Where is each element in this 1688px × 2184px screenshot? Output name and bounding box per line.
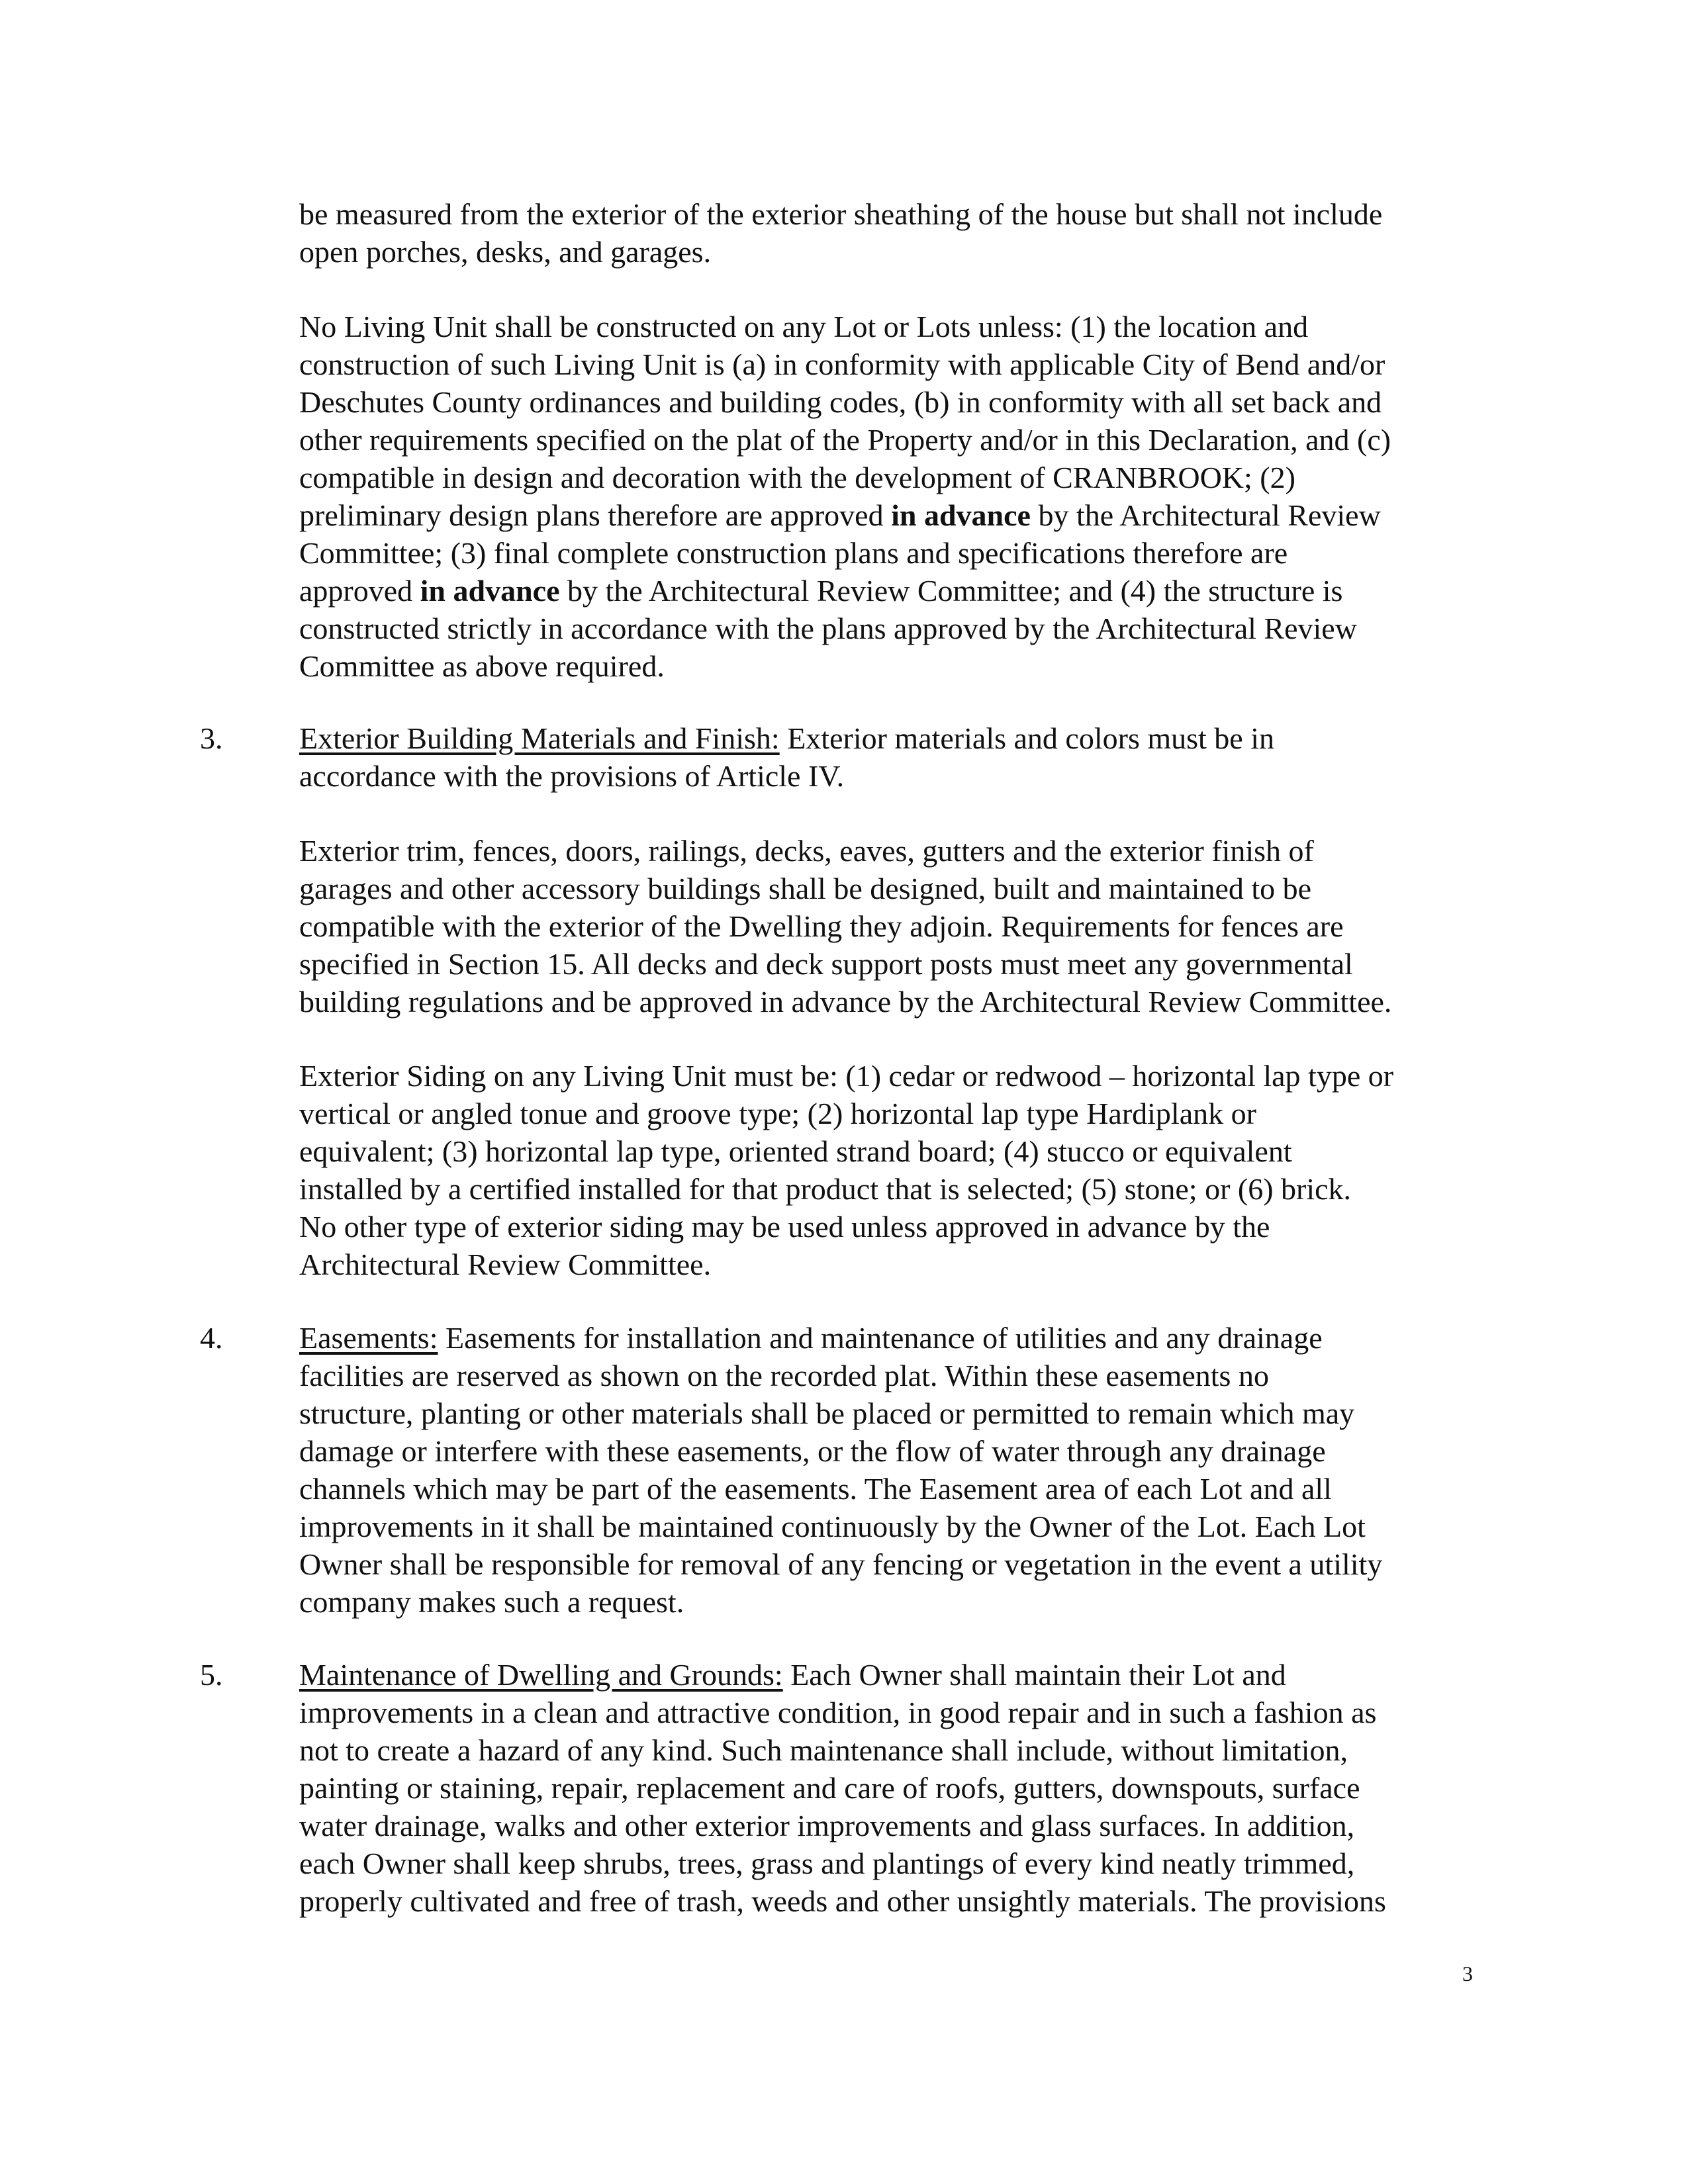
page-number: 3 xyxy=(1462,1962,1473,1985)
text-line: damage or interfere with these easements, or the flow of water through any drainage xyxy=(299,1434,1326,1468)
text-line xyxy=(299,719,1491,757)
text-line: improvements in it shall be maintained continuously by the Owner of the Lot. Each Lot xyxy=(299,1510,1366,1543)
text-run: Easements for installation and maintenance of utilities and any drainage xyxy=(438,1321,1323,1355)
section-number: 5. xyxy=(200,1658,223,1692)
text-run: Each Owner shall maintain their Lot and xyxy=(782,1658,1286,1692)
text-line: Committee as above required. xyxy=(299,649,665,683)
text-line: Exterior trim, fences, doors, railings, decks, eaves, gutters and the exterior finish of xyxy=(299,834,1314,868)
section-number: 3. xyxy=(200,721,223,755)
text-line xyxy=(299,572,1491,610)
text-line: Committee; (3) final complete construction plans and specifications therefore are xyxy=(299,536,1288,570)
text-line: compatible in design and decoration with the development of CRANBROOK; (2) xyxy=(299,461,1295,494)
text-line xyxy=(299,1319,1491,1357)
text-line xyxy=(299,496,1491,534)
text-line: other requirements specified on the plat of the Property and/or in this Declaration, and (c) xyxy=(299,423,1391,457)
text-line: open porches, desks, and garages. xyxy=(299,235,712,269)
section-5-maintenance xyxy=(299,1656,1491,1920)
text-line: building regulations and be approved in advance by the Architectural Review Committee. xyxy=(299,985,1392,1019)
text-line: improvements in a clean and attractive condition, in good repair and in such a fashion as xyxy=(299,1696,1377,1729)
text-line: equivalent; (3) horizontal lap type, oriented strand board; (4) stucco or equivalent xyxy=(299,1134,1292,1168)
text-line: Exterior Siding on any Living Unit must be: (1) cedar or redwood – horizontal lap type or xyxy=(299,1059,1394,1093)
text-run: approved xyxy=(299,574,420,608)
text-line: painting or staining, repair, replacement and care of roofs, gutters, downspouts, surface xyxy=(299,1771,1360,1805)
text-line: be measured from the exterior of the exterior sheathing of the house but shall not include xyxy=(299,197,1383,231)
text-line: accordance with the provisions of Article IV. xyxy=(299,759,845,793)
text-run: by the Architectural Review Committee; and (4) the structure is xyxy=(559,574,1343,608)
section-number: 4. xyxy=(200,1321,223,1355)
text-line: water drainage, walks and other exterior improvements and glass surfaces. In addition, xyxy=(299,1809,1355,1843)
text-line: installed by a certified installed for that product that is selected; (5) stone; or (6) brick. xyxy=(299,1172,1352,1206)
text-line: each Owner shall keep shrubs, trees, grass and plantings of every kind neatly trimmed, xyxy=(299,1846,1355,1880)
paragraph-exterior-trim xyxy=(299,832,1491,1021)
text-line: not to create a hazard of any kind. Such maintenance shall include, without limitation, xyxy=(299,1733,1348,1767)
section-4-easements xyxy=(299,1319,1491,1621)
section-heading: Easements: xyxy=(299,1321,438,1355)
section-heading: Maintenance of Dwelling and Grounds: xyxy=(299,1658,783,1692)
text-run: Exterior materials and colors must be in xyxy=(779,721,1275,755)
text-line: channels which may be part of the easements. The Easement area of each Lot and all xyxy=(299,1472,1332,1506)
text-line: garages and other accessory buildings shall be designed, built and maintained to be xyxy=(299,872,1312,905)
text-line: Owner shall be responsible for removal of any fencing or vegetation in the event a utility xyxy=(299,1547,1383,1581)
bold-emphasis: in advance xyxy=(891,498,1031,532)
section-heading: Exterior Building Materials and Finish: xyxy=(299,721,780,755)
section-3-exterior-materials xyxy=(299,719,1491,795)
text-line: company makes such a request. xyxy=(299,1585,684,1619)
text-line: No other type of exterior siding may be used unless approved in advance by the xyxy=(299,1210,1270,1244)
text-line: compatible with the exterior of the Dwelling they adjoin. Requirements for fences are xyxy=(299,909,1344,943)
paragraph-exterior-siding xyxy=(299,1057,1491,1283)
bold-emphasis: in advance xyxy=(420,574,560,608)
text-line: Architectural Review Committee. xyxy=(299,1248,712,1281)
text-line: specified in Section 15. All decks and deck support posts must meet any governmental xyxy=(299,947,1353,981)
text-line: facilities are reserved as shown on the recorded plat. Within these easements no xyxy=(299,1359,1269,1392)
text-line: Deschutes County ordinances and building codes, (b) in conformity with all set back and xyxy=(299,385,1382,419)
text-line xyxy=(299,1656,1491,1694)
text-line: construction of such Living Unit is (a) in conformity with applicable City of Bend and/or xyxy=(299,347,1385,381)
text-run: by the Architectural Review xyxy=(1030,498,1381,532)
text-line: vertical or angled tonue and groove type; (2) horizontal lap type Hardiplank or xyxy=(299,1097,1256,1130)
text-line: No Living Unit shall be constructed on any Lot or Lots unless: (1) the location and xyxy=(299,310,1309,343)
text-line: properly cultivated and free of trash, weeds and other unsightly materials. The provisions xyxy=(299,1884,1386,1918)
text-line: structure, planting or other materials shall be placed or permitted to remain which may xyxy=(299,1396,1355,1430)
text-run: preliminary design plans therefore are approved xyxy=(299,498,892,532)
text-line: constructed strictly in accordance with the plans approved by the Architectural Review xyxy=(299,612,1357,645)
paragraph-continuation xyxy=(299,195,1491,271)
paragraph-living-unit-construction xyxy=(299,308,1491,685)
